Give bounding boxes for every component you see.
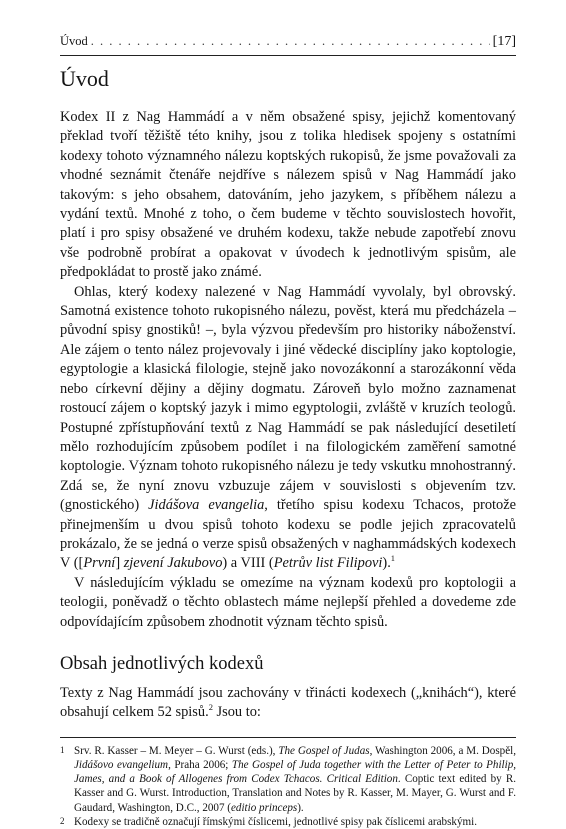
book-title-italic: Jidášovo evangelium [74,758,169,771]
text-run: . Coptic text edited by R. Kasser and G. Wurst. Introduction, Translation and Notes by R. Kasser, M. Mayer, G. Wurst and F. Gaudard, Washington, D.C., 2007 ( [74,773,516,814]
book-page [60,34,516,829]
footnote-number: 1 [60,744,65,755]
paragraph-reception [60,283,516,574]
footnote-ref: 1 [390,553,396,564]
footnote-number: 2 [60,815,65,826]
footnote-ref: 2 [208,702,213,713]
text-run: Texty z Nag Hammádí jsou zachovány v třinácti kodexech („knihách“), které obsahují celkem 52 spisů. [60,684,516,721]
footnote-text: Kodexy se tradičně označují římskými číslicemi, jednotlivé spisy pak číslicemi arabskými. [74,815,477,828]
text-run: , třetího spisu kodexu Tchacos, protože přinejmenším u dvou spisů tohoto kodexu se podle jejich zpracovatelů prokázalo, že se jedná o verze spisů obsažených v naghammádských kodexech V ([ [60,497,516,572]
text-run: Srv. R. Kasser – M. Meyer – G. Wurst (eds.), [74,744,279,757]
running-head [60,34,516,56]
book-title-italic: editio princeps [230,801,298,814]
book-title-italic: The Gospel of Juda together with the Letter of Peter to Philip, James, and a Book of Allogenes from Codex Tchacos. Critical Edition [74,758,517,786]
text-run: , Washington 2006, a M. Dospěl, [369,744,517,757]
footnotes [60,737,516,829]
book-title-italic: Jidášova evangelia [148,497,265,514]
text-run: ). [297,801,304,814]
dot-leader [91,34,490,49]
book-title-italic: The Gospel of Judas [278,744,370,757]
paragraph-intro: Kodex II z Nag Hammádí a v něm obsažené spisy, jejichž komentovaný překlad tvoří těžiště této knihy, jsou z tolika hledisek spojeny s ostatními kodexy tohoto významného nálezu koptských rukopisů, že jsme považovali za vhodné seznámit čtenáře nejdříve s nálezem spisů v Nag Hammádí jako takovým: s jeho obsahem, datováním, jeho jazykem, s příběhem nálezu a vydání textů. Mnohé z toho, o čem budeme v těchto souvislostech hovořit, platí i pro spisy obsažené ve druhém kodexu, takže nebude zapotřebí znovu vše podrobně probírat a opakovat v úvodech k jednotlivým spisům, ale předpokládat to prostě jako známé. [60,109,516,281]
text-run: Ohlas, který kodexy nalezené v Nag Hammádí vyvolaly, byl obrovský. Samotná existence tohoto rukopisného nálezu, pověst, která mu předcházela – původní spisy gnostiků! –, byla výzvou především pro historiky náboženství. Ale zájem o tento nález projevovaly i jiné vědecké disciplíny jako koptologie, egyptologie a klasická filologie, stejně jako novozákonní a starozákonní věda nebo církevní dějiny a dějiny dogmatu. Zároveň bylo možno zaznamenat rostoucí zájem o koptský jazyk i mimo egyptologii, zvláště v kruzích teologů. Postupné zpřístupňování textů z Nag Hammádí se pak následující desetiletí mělo rozhodujícím způsobem podílet i na filologickém zaměření samotné koptologie. Význam tohoto rukopisného nálezu je tedy vskutku mnohostranný. Zdá se, že nyní znovu vzbuzuje zájem v souvislosti s objevením tzv. (gnostického) [60,283,516,514]
chapter-heading: Úvod [60,66,109,91]
running-head-title: Úvod [60,34,88,48]
text-run: ] [115,555,124,572]
section-heading: Obsah jednotlivých kodexů [60,653,264,674]
paragraph-codices [60,684,516,723]
text-run: ) a VIII ( [222,555,274,572]
footnote-text [74,744,516,815]
book-title-italic: Petrův list Filipovi [273,555,383,572]
paragraph-scope: V následujícím výkladu se omezíme na význam kodexů pro koptologii a teologii, poněvadž o těchto oblastech máme nejlepší přehled a dovedeme zde odpovídajícím způsobem zhodnotit význam těchto spisů. [60,574,516,630]
body-text [60,108,516,723]
footnote [60,815,516,829]
book-title-italic: První [83,555,116,572]
text-run: ). [382,555,391,572]
book-title-italic: zjevení Jakubovo [123,555,223,572]
text-run: Jsou to: [212,704,261,721]
page-number: [17] [492,34,516,49]
footnote [60,744,516,815]
text-run: , Praha 2006; [168,758,232,771]
